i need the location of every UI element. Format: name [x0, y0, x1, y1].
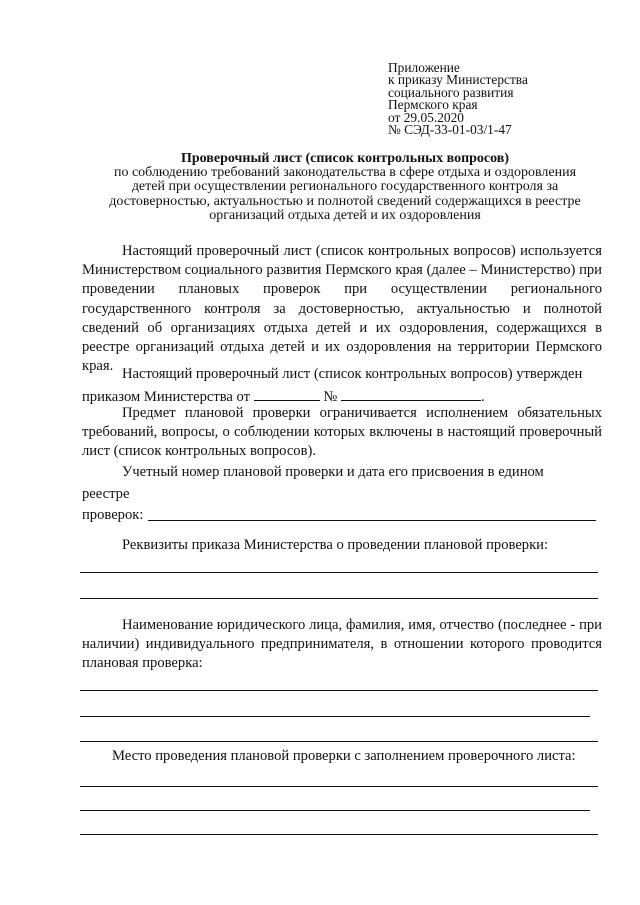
paragraph-order-details: Реквизиты приказа Министерства о проведении плановой проверки: [122, 537, 549, 553]
appendix-header [388, 62, 608, 136]
title-line: достоверностью, актуальностью и полнотой сведений содержащихся в реестре [109, 193, 581, 209]
entity-name-blank-1[interactable] [80, 690, 598, 691]
inspection-place-blank-1[interactable] [80, 786, 598, 787]
appendix-number: № СЭД-33-01-03/1-47 [388, 122, 512, 138]
paragraph-registry-line2: реестре [82, 486, 130, 502]
title-line: организаций отдыха детей и их оздоровления [209, 207, 481, 223]
registry-number-blank[interactable] [148, 520, 596, 521]
order-details-blank-1[interactable] [80, 572, 598, 573]
inspection-place-blank-3[interactable] [80, 834, 598, 835]
appendix-line: к приказу Министерства [388, 72, 528, 88]
paragraph-registry-line1: Учетный номер плановой проверки и дата его присвоения в едином [122, 464, 544, 480]
order-details-blank-2[interactable] [80, 598, 598, 599]
appendix-date: от 29.05.2020 [388, 109, 464, 125]
appendix-line: Пермского края [388, 97, 478, 113]
approval-number-sign: № [323, 389, 338, 405]
approval-order-label: приказом Министерства от [82, 389, 251, 405]
appendix-line: Приложение [388, 60, 460, 75]
entity-name-blank-3[interactable] [80, 741, 598, 742]
title-line: по соблюдению требований законодательства в сфере отдыха и оздоровления [113, 165, 577, 181]
approval-period: . [480, 389, 485, 405]
paragraph-registry-line3: проверок: [82, 507, 144, 523]
appendix-line: социального развития [388, 84, 514, 100]
inspection-place-blank-2[interactable] [80, 810, 590, 811]
paragraph-inspection-place: Место проведения плановой проверки с заполнением проверочного листа: [112, 748, 576, 764]
paragraph-purpose: Настоящий проверочный лист (список контрольных вопросов) используется Министерством социального развития Пермского края (далее – Министерство) при проведении плановых проверок при осуществлении регионального государственного контроля за достоверностью, актуальностью и полнотой сведений об организациях отдыха детей и их оздоровления, содержащихся в реестре организаций отдыха детей и их оздоровления на территории Пермского края. [82, 243, 602, 375]
title-main: Проверочный лист (список контрольных вопросов) [180, 151, 510, 166]
document-title [70, 152, 620, 223]
title-line: детей при осуществлении регионального государственного контроля за [131, 179, 559, 195]
paragraph-entity-name: Наименование юридического лица, фамилия, имя, отчество (последнее - при наличии) индивидуального предпринимателя, в отношении которого проводится плановая проверка: [82, 617, 602, 672]
paragraph-approval-line1: Настоящий проверочный лист (список контрольных вопросов) утвержден [122, 366, 583, 382]
entity-name-blank-2[interactable] [80, 716, 590, 717]
paragraph-inspection-scope: Предмет плановой проверки ограничивается исполнением обязательных требований, вопросы, о соблюдении которых включены в настоящий проверочный лист (список контрольных вопросов). [82, 405, 602, 460]
approval-number-blank[interactable] [341, 388, 481, 401]
approval-date-blank[interactable] [254, 388, 320, 401]
